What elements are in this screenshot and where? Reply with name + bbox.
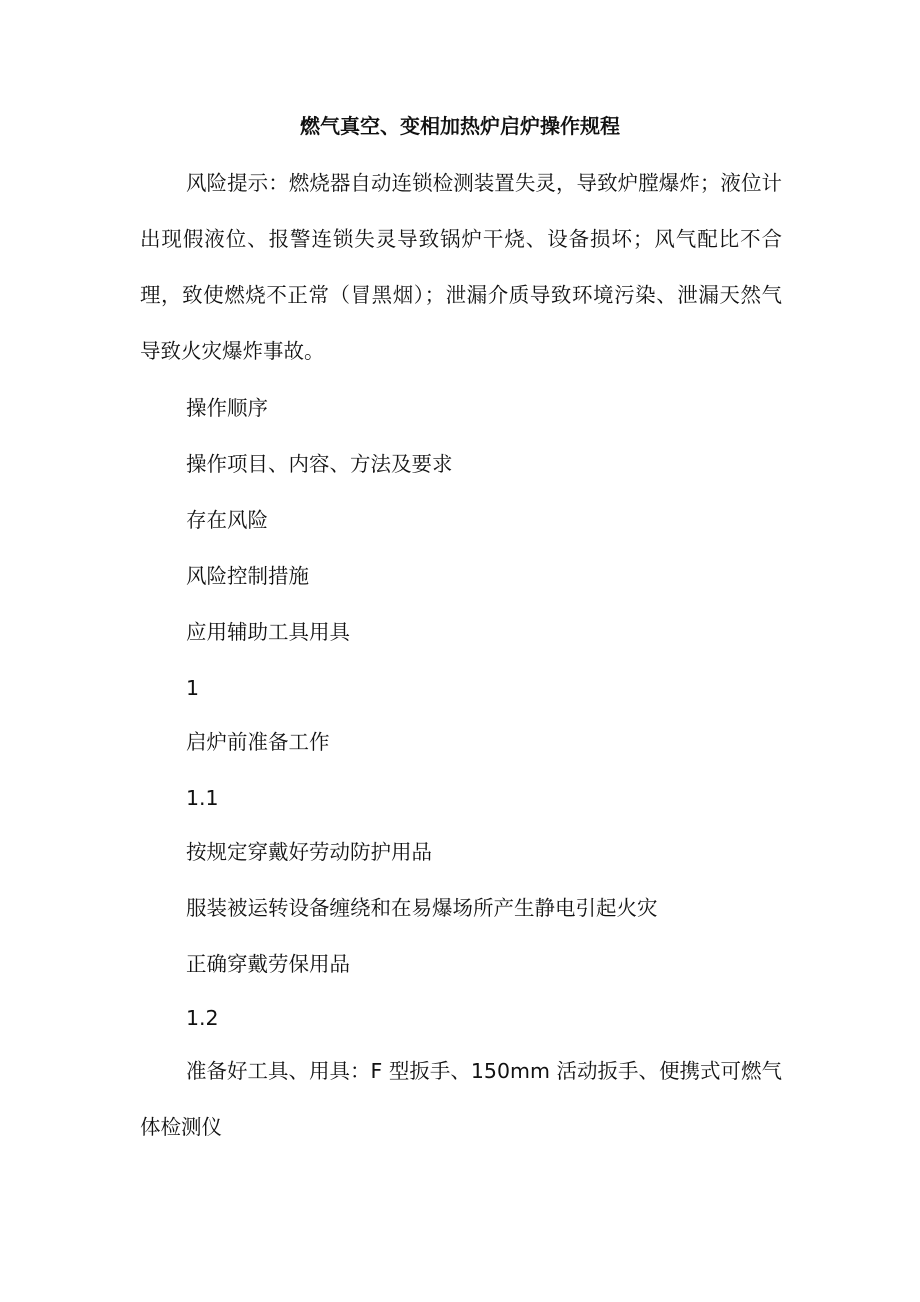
heading-existing-risk: 存在风险 [186, 508, 268, 532]
step-1-1-content: 按规定穿戴好劳动防护用品 [186, 840, 432, 864]
risk-warning-paragraph: 风险提示：燃烧器自动连锁检测装置失灵，导致炉膛爆炸；液位计出现假液位、报警连锁失灵导致锅炉干烧、设备损坏；风气配比不合理，致使燃烧不正常（冒黑烟）；泄漏介质导致环境污染、泄漏天然气导致火灾爆炸事故。 [140, 171, 782, 363]
heading-auxiliary-tools: 应用辅助工具用具 [186, 620, 350, 644]
step-1-1-risk: 服装被运转设备缠绕和在易爆场所产生静电引起火灾 [186, 896, 658, 920]
step-number-1-1: 1.1 [186, 786, 219, 810]
step-number-1: 1 [186, 676, 200, 700]
step-1-2-tools-paragraph: 准备好工具、用具：F 型扳手、150mm 活动扳手、便携式可燃气体检测仪 [140, 1059, 782, 1139]
heading-operation-sequence: 操作顺序 [186, 396, 268, 420]
heading-operation-items: 操作项目、内容、方法及要求 [186, 452, 453, 476]
step-1-1-control: 正确穿戴劳保用品 [186, 952, 350, 976]
heading-risk-control: 风险控制措施 [186, 564, 309, 588]
step-number-1-2: 1.2 [186, 1006, 219, 1030]
step-title-preparation: 启炉前准备工作 [186, 730, 330, 754]
document-title: 燃气真空、变相加热炉启炉操作规程 [300, 114, 620, 138]
